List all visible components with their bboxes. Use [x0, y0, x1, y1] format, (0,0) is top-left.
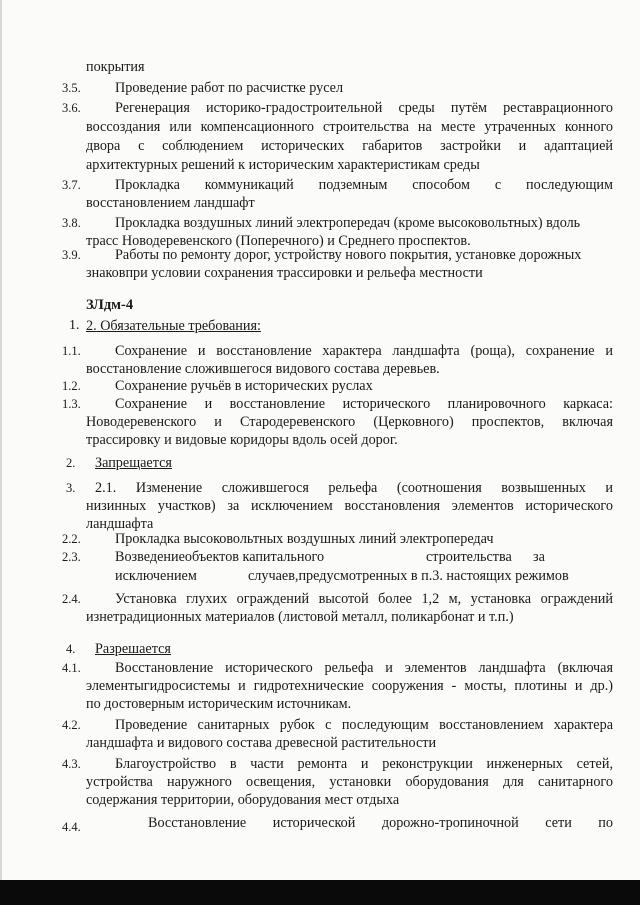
heading-prohibited: Запрещается [95, 455, 172, 471]
item-number: 1.3. [62, 397, 81, 411]
item-2-3-part: случаев,предусмотренных в п.3. настоящих режимов [248, 568, 569, 584]
item-number: 3.5. [62, 81, 81, 95]
item-3-5-text: Проведение работ по расчистке русел [115, 80, 344, 96]
item-1-2-line: Сохранение ручьёв в исторических руслах [115, 378, 373, 394]
item-4-3-line: содержания территории, оборудования мест отдыха [86, 792, 400, 808]
item-2-3-part: Возведениеобъектов капитального [115, 549, 325, 565]
item-2-1-line: 2.1. Изменение сложившегося рельефа (соотношения возвышенных и [95, 480, 613, 496]
heading-number: 1. [69, 318, 80, 333]
item-4-4-line: Восстановление исторической дорожно-тропиночной сети по [148, 815, 613, 831]
item-2-3-part: за [533, 549, 545, 565]
item-number: 4.3. [62, 757, 81, 771]
item-number: 3. [66, 481, 76, 495]
item-4-3-line: Благоустройство в части ремонта и реконструкции инженерных сетей, [115, 756, 613, 772]
item-number: 3.6. [62, 101, 81, 115]
item-number: 1.1. [62, 344, 81, 358]
item-number: 4.1. [62, 661, 81, 675]
item-4-2-line: Проведение санитарных рубок с последующим восстановлением характера [115, 717, 613, 733]
item-2-4-line: Установка глухих ограждений высотой более 1,2 м, установка ограждений [115, 591, 613, 607]
item-4-3-line: устройства наружного освещения, установки оборудования для санитарного [86, 774, 613, 790]
item-3-6-line: архитектурных решений к историческим характеристикам среды [86, 157, 480, 173]
item-number: 4.2. [62, 718, 81, 732]
item-3-8-line: трасс Новодеревенского (Поперечного) и Среднего проспектов. [86, 233, 471, 249]
continuation-text: покрытия [86, 59, 145, 75]
scan-bottom-bar [0, 880, 640, 905]
item-3-9-line: Работы по ремонту дорог, устройству нового покрытия, установке дорожных [115, 247, 582, 263]
item-3-7-line: восстановлением ландшафт [86, 195, 255, 211]
item-2-1-line: ландшафта [86, 516, 154, 532]
heading-mandatory: 2. Обязательные требования: [86, 318, 261, 334]
item-number: 2.2. [62, 532, 81, 546]
item-1-3-line: трассировку и видовые коридоры вдоль осей дорог. [86, 432, 398, 448]
item-4-2-line: ландшафта и видового состава древесной растительности [86, 735, 437, 751]
item-3-6-line: воссоздания или компенсационного строительства на месте утраченных конного [86, 119, 613, 135]
heading-number: 4. [66, 642, 76, 656]
item-2-4-line: изнетрадиционных материалов (листовой металл, поликарбонат и т.п.) [86, 609, 514, 625]
item-number: 2.4. [62, 592, 81, 606]
item-number: 3.7. [62, 178, 81, 192]
item-1-1-line: восстановление сложившегося видового состава деревьев. [86, 361, 440, 377]
item-number: 2.3. [62, 550, 81, 564]
item-1-1-line: Сохранение и восстановление характера ландшафта (роща), сохранение и [115, 343, 613, 359]
item-4-1-line: элементыгидросистемы и гидротехнические сооружения - мосты, плотины и др.) [86, 678, 613, 694]
item-4-1-line: Восстановление исторического рельефа и элементов ландшафта (включая [115, 660, 613, 676]
zone-title: ЗЛдм-4 [86, 297, 134, 313]
item-1-3-line: Новодеревенского и Стародеревенского (Церковного) проспектов, включая [86, 414, 613, 430]
item-3-7-line: Прокладка коммуникаций подземным способом с последующим [115, 177, 613, 193]
item-3-6-line: двора с соблюдением исторических габаритов застройки и адаптацией [86, 138, 613, 154]
item-1-3-line: Сохранение и восстановление исторического планировочного каркаса: [115, 396, 613, 412]
item-2-1-line: низинных участков) за исключением восстановления элементов исторического [86, 498, 613, 514]
item-4-1-line: по достоверным историческим источникам. [86, 696, 352, 712]
heading-number: 2. [66, 456, 76, 470]
item-3-9-line: знаковпри условии сохранения трассировки и рельефа местности [86, 265, 483, 281]
item-3-8-line: Прокладка воздушных линий электропередач (кроме высоковольтных) вдоль [115, 215, 581, 231]
item-2-2-line: Прокладка высоковольтных воздушных линий электропередач [115, 531, 494, 547]
scan-edge [0, 0, 2, 905]
item-number: 1.2. [62, 379, 81, 393]
item-2-3-part: строительства [426, 549, 512, 565]
item-2-3-part: исключением [115, 568, 197, 584]
item-number: 3.8. [62, 216, 81, 230]
item-number: 4.4. [62, 820, 81, 834]
item-3-6-line: Регенерация историко-градостроительной среды путём реставрационного [115, 100, 613, 116]
heading-permitted: Разрешается [95, 641, 171, 657]
item-number: 3.9. [62, 248, 81, 262]
